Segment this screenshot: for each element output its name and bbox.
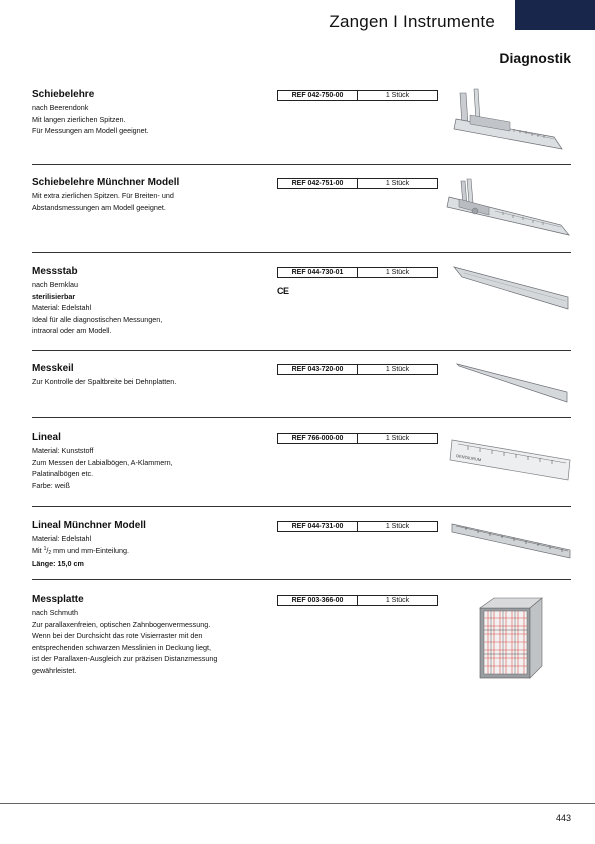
ref-table	[277, 595, 438, 606]
product-desc-line: Wenn bei der Durchsicht das rote Visierraster mit den	[32, 631, 203, 641]
product-divider	[32, 579, 571, 580]
ce-mark: CE	[277, 286, 289, 296]
product-desc-line: gewährleistet.	[32, 665, 77, 675]
product-desc-line: entsprechenden schwarzen Messlinien in Deckung liegt,	[32, 642, 211, 652]
ref-number: REF 043-720-00	[278, 365, 358, 374]
product-desc-line: Mit langen zierlichen Spitzen.	[32, 114, 126, 124]
measuring-wedge-image	[455, 360, 571, 406]
ref-table	[277, 364, 438, 375]
ref-table	[277, 267, 438, 278]
product-name: Messstab	[32, 266, 78, 277]
header-color-block	[515, 0, 595, 30]
ref-number: REF 042-750-00	[278, 91, 358, 100]
product-desc-line: nach Bernklau	[32, 280, 78, 289]
product-desc-line: Mit extra zierlichen Spitzen. Für Breiten- und	[32, 191, 174, 200]
fraction-numerator: 1	[43, 545, 47, 552]
ref-quantity: 1 Stück	[385, 269, 410, 276]
product-name: Lineal Münchner Modell	[32, 520, 146, 531]
measuring-plate-image	[478, 594, 544, 682]
product-divider	[32, 164, 571, 165]
product-desc-line: Zur Kontrolle der Spaltbreite bei Dehnplatten.	[32, 377, 177, 386]
page-number: 443	[555, 813, 571, 823]
product-desc-line: Farbe: weiß	[32, 480, 70, 490]
product-divider	[32, 350, 571, 351]
product-desc-line: Abstandsmessungen am Modell geeignet.	[32, 202, 166, 212]
ref-number: REF 044-730-01	[278, 268, 358, 277]
product-desc-line: Palatinalbögen etc.	[32, 469, 94, 479]
product-desc-line: intraoral oder am Modell.	[32, 326, 112, 336]
caliper-munich-image	[445, 175, 573, 240]
ref-number: REF 042-751-00	[278, 179, 358, 188]
ref-number: REF 044-731-00	[278, 522, 358, 531]
product-desc-line: Mit $^1$/2 mm und mm-Einteilung.	[32, 545, 130, 556]
product-divider	[32, 417, 571, 418]
measuring-rod-image	[452, 263, 572, 313]
product-divider	[32, 252, 571, 253]
section-title: Diagnostik	[499, 50, 571, 66]
ref-quantity: 1 Stück	[385, 180, 410, 187]
product-desc-line: Material: Kunststoff	[32, 446, 94, 455]
product-desc-line: Zur parallaxenfreien, optischen Zahnbogenvermessung.	[32, 619, 211, 629]
product-name: Lineal	[32, 432, 61, 443]
fraction-denominator: 2	[48, 549, 52, 556]
product-desc-line: Material: Edelstahl	[32, 303, 92, 313]
product-desc-line: nach Beerendonk	[32, 103, 89, 112]
page-title: Zangen I Instrumente	[329, 12, 495, 31]
ref-number: REF 003-366-00	[278, 596, 358, 605]
ref-table	[277, 178, 438, 189]
product-divider	[32, 506, 571, 507]
ref-table	[277, 433, 438, 444]
ref-quantity: 1 Stück	[385, 523, 410, 530]
product-desc-line: Für Messungen am Modell geeignet.	[32, 126, 149, 136]
ref-table	[277, 521, 438, 532]
caliper-image	[450, 85, 574, 155]
product-length: Länge: 15,0 cm	[32, 559, 84, 569]
ref-quantity: 1 Stück	[385, 366, 410, 373]
product-name: Schiebelehre Münchner Modell	[32, 177, 180, 188]
product-name: Messkeil	[32, 363, 74, 374]
product-name: Schiebelehre	[32, 89, 95, 100]
steel-ruler-image	[450, 520, 572, 560]
ref-number: REF 766-000-00	[278, 434, 358, 443]
fraction-prefix: Mit	[32, 545, 44, 555]
ref-quantity: 1 Stück	[385, 435, 410, 442]
product-name: Messplatte	[32, 594, 84, 605]
ruler-brand-label: DENTAURUM	[455, 453, 482, 463]
ref-quantity: 1 Stück	[385, 597, 410, 604]
product-desc-line: nach Schmuth	[32, 608, 78, 617]
fraction-suffix: mm und mm-Einteilung.	[51, 545, 130, 555]
product-desc-line: Zum Messen der Labialbögen, A-Klammern,	[32, 457, 173, 467]
footer-divider	[0, 803, 595, 804]
ref-table	[277, 90, 438, 101]
product-desc-line: Material: Edelstahl	[32, 534, 92, 543]
plastic-ruler-image	[448, 436, 573, 484]
product-desc-line: ist der Parallaxen-Ausgleich zur präzisen Distanzmessung	[32, 654, 218, 664]
product-desc-line: sterilisierbar	[32, 291, 76, 301]
ref-quantity: 1 Stück	[385, 92, 410, 99]
product-desc-line: Ideal für alle diagnostischen Messungen,	[32, 314, 163, 324]
